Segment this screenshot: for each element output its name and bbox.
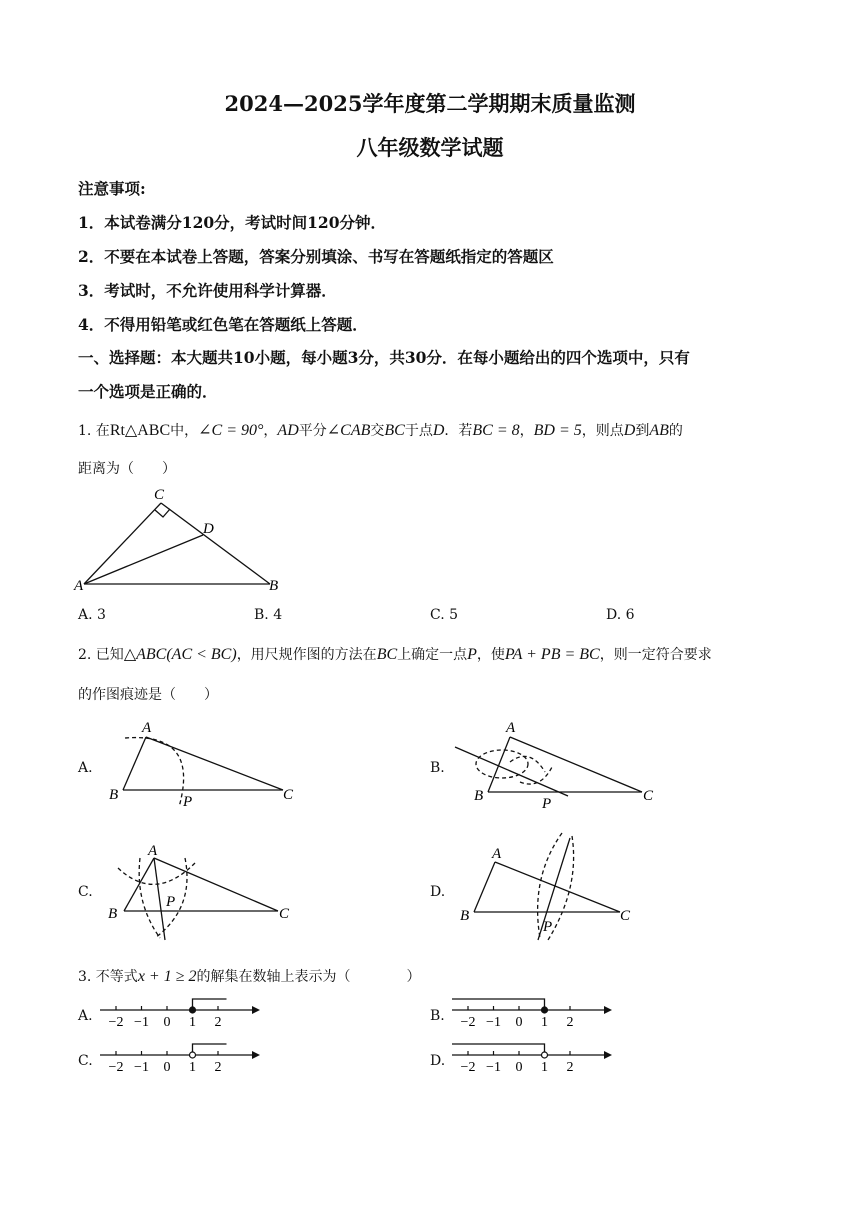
q2-option-d-figure[interactable]: [450, 828, 670, 948]
q2-stem: 2. 已知△ABC(AC < BC)，用尺规作图的方法在BC上确定一点P，使PA + PB = BC，则一定符合要求: [78, 646, 712, 663]
q2a-label-a: A: [142, 720, 152, 736]
q1-triangle-figure: [70, 480, 300, 600]
tick-label: −2: [460, 1015, 476, 1030]
solution-ray: [452, 999, 545, 1010]
tick-label: 1: [541, 1060, 548, 1075]
axis-arrow: [604, 1006, 612, 1014]
q1-stem: 1. 在Rt△ABC中，∠C = 90°，AD平分∠CAB交BC于点D．若BC = 8，BD = 5，则点D到AB的: [78, 422, 683, 439]
notice-heading: 注意事项:: [78, 179, 146, 198]
q3-option-b-numberline[interactable]: [448, 990, 618, 1030]
q2-option-d-letter[interactable]: D.: [430, 884, 446, 900]
q2b-label-c: C: [643, 788, 654, 804]
notice-item: 3．考试时，不允许使用科学计算器．: [78, 281, 337, 300]
q3-option-a-numberline[interactable]: [96, 990, 266, 1030]
axis-arrow: [252, 1006, 260, 1014]
tick-label: 1: [189, 1060, 196, 1075]
q2d-label-c: C: [620, 908, 631, 924]
tick-label: −1: [486, 1060, 501, 1075]
q2-stem-cont: 的作图痕迹是（ ）: [78, 687, 218, 703]
open-point: [190, 1052, 196, 1058]
q2d-label-p: P: [543, 919, 553, 935]
tick-label: 0: [515, 1060, 523, 1075]
q3-option-a-letter[interactable]: A.: [78, 1008, 93, 1024]
tick-label: 1: [189, 1015, 196, 1030]
tick-label: 2: [566, 1015, 574, 1030]
q2a-label-b: B: [109, 787, 119, 803]
closed-point: [190, 1007, 196, 1013]
notice-item: 1．本试卷满分120分，考试时间120分钟．: [78, 213, 386, 232]
solution-ray: [193, 1044, 227, 1055]
q3-stem: 3. 不等式x + 1 ≥ 2的解集在数轴上表示为（ ）: [78, 968, 421, 985]
q2b-label-b: B: [474, 788, 484, 804]
q2-option-c-letter[interactable]: C.: [78, 884, 93, 900]
tick-label: −2: [108, 1015, 124, 1030]
notice-item: 2．不要在本试卷上答题，答案分别填涂、书写在答题纸指定的答题区: [78, 247, 554, 266]
tick-label: 2: [566, 1060, 574, 1075]
q2c-label-p: P: [166, 894, 176, 910]
q2c-label-b: B: [108, 906, 118, 922]
axis-arrow: [252, 1051, 260, 1059]
section-heading: 一、选择题：本大题共10小题，每小题3分，共30分．在每小题给出的四个选项中，只有: [78, 348, 690, 367]
q2-option-b-letter[interactable]: B.: [430, 760, 445, 776]
closed-point: [542, 1007, 548, 1013]
q3-option-d-numberline[interactable]: [448, 1035, 618, 1075]
q3-option-c-numberline[interactable]: [96, 1035, 266, 1075]
q1-option-a[interactable]: A. 3: [78, 607, 106, 623]
q1-label-b: B: [269, 578, 279, 594]
tick-label: −1: [486, 1015, 501, 1030]
tick-label: 0: [515, 1015, 523, 1030]
q3-option-b-letter[interactable]: B.: [430, 1008, 445, 1024]
q2-option-a-letter[interactable]: A.: [78, 760, 93, 776]
q2b-label-a: A: [506, 720, 516, 736]
q2d-label-a: A: [492, 846, 502, 862]
q2d-label-b: B: [460, 908, 470, 924]
q3-option-c-letter[interactable]: C.: [78, 1053, 93, 1069]
q2-option-a-figure[interactable]: [100, 712, 310, 812]
exam-title: 2024—2025学年度第二学期期末质量监测: [224, 91, 636, 116]
tick-label: −2: [108, 1060, 124, 1075]
q1-label-c: C: [154, 487, 165, 503]
q1-stem-cont: 距离为（ ）: [78, 461, 176, 477]
tick-label: −1: [134, 1060, 149, 1075]
q2-option-c-figure[interactable]: [100, 838, 310, 948]
q1-label-a: A: [74, 578, 84, 594]
q1-label-d: D: [203, 521, 214, 537]
tick-label: 0: [163, 1015, 171, 1030]
q2c-label-a: A: [148, 843, 158, 859]
tick-label: −2: [460, 1060, 476, 1075]
solution-ray: [452, 1044, 545, 1055]
q2a-label-c: C: [283, 787, 294, 803]
tick-label: 0: [163, 1060, 171, 1075]
q2c-label-c: C: [279, 906, 290, 922]
axis-arrow: [604, 1051, 612, 1059]
tick-label: 2: [214, 1015, 222, 1030]
tick-label: −1: [134, 1015, 149, 1030]
section-heading-cont: 一个选项是正确的．: [78, 382, 218, 401]
solution-ray: [193, 999, 227, 1010]
open-point: [542, 1052, 548, 1058]
tick-label: 2: [214, 1060, 222, 1075]
exam-subtitle: 八年级数学试题: [356, 135, 504, 160]
q1-option-b[interactable]: B. 4: [254, 607, 283, 623]
q2b-label-p: P: [542, 796, 552, 812]
q2a-label-p: P: [183, 794, 193, 810]
q1-option-d[interactable]: D. 6: [606, 607, 635, 623]
notice-item: 4．不得用铅笔或红色笔在答题纸上答题．: [78, 315, 368, 334]
q3-option-d-letter[interactable]: D.: [430, 1053, 446, 1069]
q1-option-c[interactable]: C. 5: [430, 607, 459, 623]
tick-label: 1: [541, 1015, 548, 1030]
q2-option-b-figure[interactable]: [450, 712, 670, 812]
